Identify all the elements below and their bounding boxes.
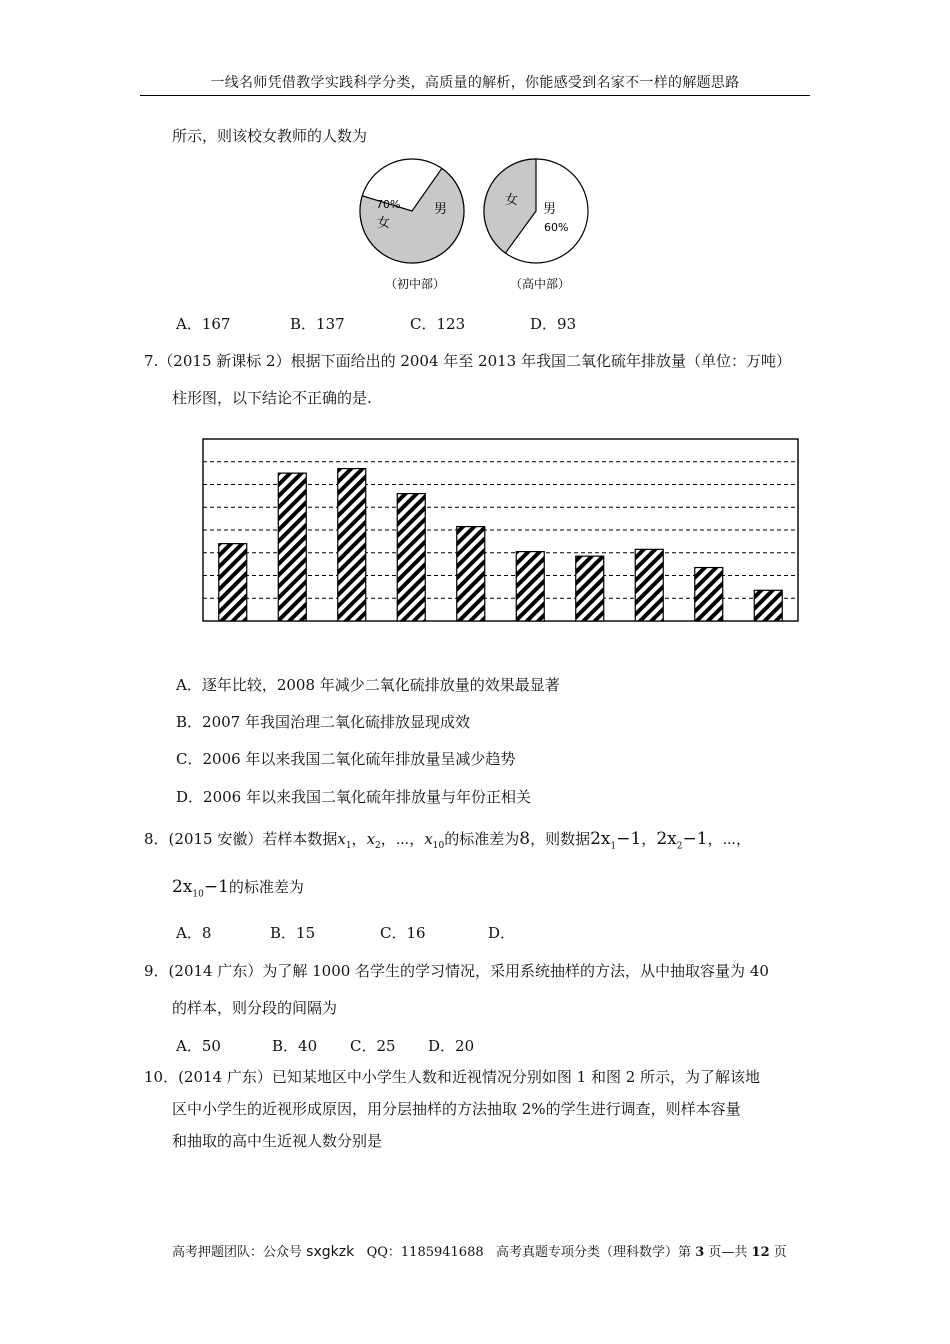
pie-junior-caption: （初中部） [385, 277, 446, 291]
bar-2004 [219, 544, 247, 621]
bar-2007 [397, 494, 425, 621]
q10-stem-line3: 和抽取的高中生近视人数分别是 [172, 1132, 383, 1150]
q9-option-d: D．20 [428, 1037, 475, 1055]
q8-expr1-sub: 1 [610, 841, 617, 852]
pie-senior-female-label: 女 [505, 193, 519, 208]
page-footer [172, 1241, 787, 1260]
q8-line2-tail: −1 [203, 877, 229, 897]
q6-pie-charts [355, 158, 595, 298]
footer-left: 高考押题团队：公众号 [172, 1245, 303, 1260]
q7-option-b: B．2007 年我国治理二氧化硫排放显现成效 [176, 713, 470, 731]
q7-stem-line2: 柱形图，以下结论不正确的是. [172, 389, 372, 407]
q8-option-a: A．8 [176, 924, 212, 942]
pie-junior-female-label: 女 [377, 216, 391, 231]
q8-x10: x [424, 830, 433, 848]
bar-2009 [516, 552, 544, 621]
q7-bar-chart [200, 436, 802, 626]
q7-option-c: C．2006 年以来我国二氧化硫年排放量呈减少趋势 [176, 750, 516, 768]
footer-mid: 高考真题专项分类（理科数学）第 [496, 1245, 692, 1260]
q8-expr2-sub: 2 [676, 841, 683, 852]
q10-stem-line2: 区中小学生的近视形成原因，用分层抽样的方法抽取 2%的学生进行调查，则样本容量 [172, 1100, 741, 1118]
q8-dots-2: ⋯ [722, 830, 737, 848]
q8-expr2: 2x [656, 829, 677, 849]
footer-end: 页 [773, 1245, 787, 1260]
q8-x2-sub: 2 [375, 841, 381, 851]
q9-stem-line2: 的样本，则分段的间隔为 [172, 999, 338, 1017]
q8-mid-text: ，则数据 [530, 830, 591, 848]
bar-2005 [278, 473, 306, 621]
pie-senior-male-label: 男 [543, 202, 557, 217]
q8-std-value: 8 [519, 829, 531, 849]
pie-senior-male-pct: 60% [544, 221, 569, 234]
q8-stem-line1: 8．(2015 安徽）若样本数据$x_1$，$x_2$，⋯，$x_{10}$的标准差为8，则数据$2x_1-1$，$2x_2-1$，⋯， [144, 829, 752, 852]
q6-option-c: C．123 [410, 315, 466, 333]
footer-total-pages: 12 [751, 1245, 770, 1260]
q8-stem-line2 [172, 876, 304, 899]
q6-option-a: A．167 [176, 315, 231, 333]
bar-2013 [754, 590, 782, 621]
q8-expr2-tail: −1 [682, 829, 708, 849]
bar-2006 [338, 469, 366, 621]
q10-stem-line1: 10．(2014 广东）已知某地区中小学生人数和近视情况分别如图 1 和图 2 所示，为了解该地 [144, 1068, 761, 1086]
q6-option-b: B．137 [290, 315, 345, 333]
q9-option-c: C．25 [350, 1037, 396, 1055]
footer-qq: QQ：1185941688 [366, 1245, 484, 1260]
q8-line2-sub: 10 [192, 889, 204, 900]
q8-expr1: 2x [590, 829, 611, 849]
q6-tail-text: 所示，则该校女教师的人数为 [172, 127, 368, 145]
q9-option-b: B．40 [272, 1037, 318, 1055]
q8-dots: ⋯ [395, 830, 410, 848]
q9-stem-line1: 9．(2014 广东）为了解 1000 名学生的学习情况，采用系统抽样的方法，从中抽取容量为 40 [144, 962, 769, 980]
q9-option-a: A．50 [176, 1037, 221, 1055]
q8-x2: x [366, 830, 376, 848]
bar-2011 [635, 549, 663, 621]
pie-junior-male-label: 男 [434, 202, 448, 217]
q8-option-b: B．15 [270, 924, 316, 942]
q8-x1: x [337, 830, 346, 848]
q7-stem-line1: 7.（2015 新课标 2）根据下面给出的 2004 年至 2013 年我国二氧化硫年排放量（单位：万吨） [144, 352, 791, 370]
q6-option-d: D．93 [530, 315, 577, 333]
page-header: 一线名师凭借教学实践科学分类，高质量的解析，你能感受到名家不一样的解题思路 [210, 75, 740, 91]
q8-prefix: 8．(2015 安徽）若样本数据 [144, 830, 338, 848]
bar-2012 [695, 568, 723, 621]
pie-junior [360, 159, 464, 291]
header-rule [140, 95, 810, 96]
q8-x10-sub: 10 [432, 841, 445, 851]
q7-option-d: D．2006 年以来我国二氧化硫年排放量与年份正相关 [176, 788, 531, 806]
pie-junior-female-pct: 70% [376, 198, 401, 211]
footer-brand: sxgkzk [306, 1244, 355, 1260]
footer-sep: 页—共 [708, 1245, 748, 1260]
bar-2010 [576, 556, 604, 621]
q8-x1-sub: 1 [345, 841, 352, 851]
q8-expr1-tail: −1 [616, 829, 642, 849]
q8-option-d: D． [488, 924, 516, 942]
q8-line2-text: 的标准差为 [228, 878, 304, 896]
footer-page-number: 3 [695, 1245, 705, 1260]
q8-line2-expr: 2x [172, 877, 193, 897]
q7-option-a: A．逐年比较，2008 年减少二氧化硫排放量的效果最显著 [176, 676, 560, 694]
q8-option-c: C．16 [380, 924, 426, 942]
bar-2008 [457, 527, 485, 621]
pie-senior-caption: （高中部） [510, 277, 571, 291]
q8-std-text: 的标准差为 [444, 830, 520, 848]
pie-senior [484, 159, 588, 291]
